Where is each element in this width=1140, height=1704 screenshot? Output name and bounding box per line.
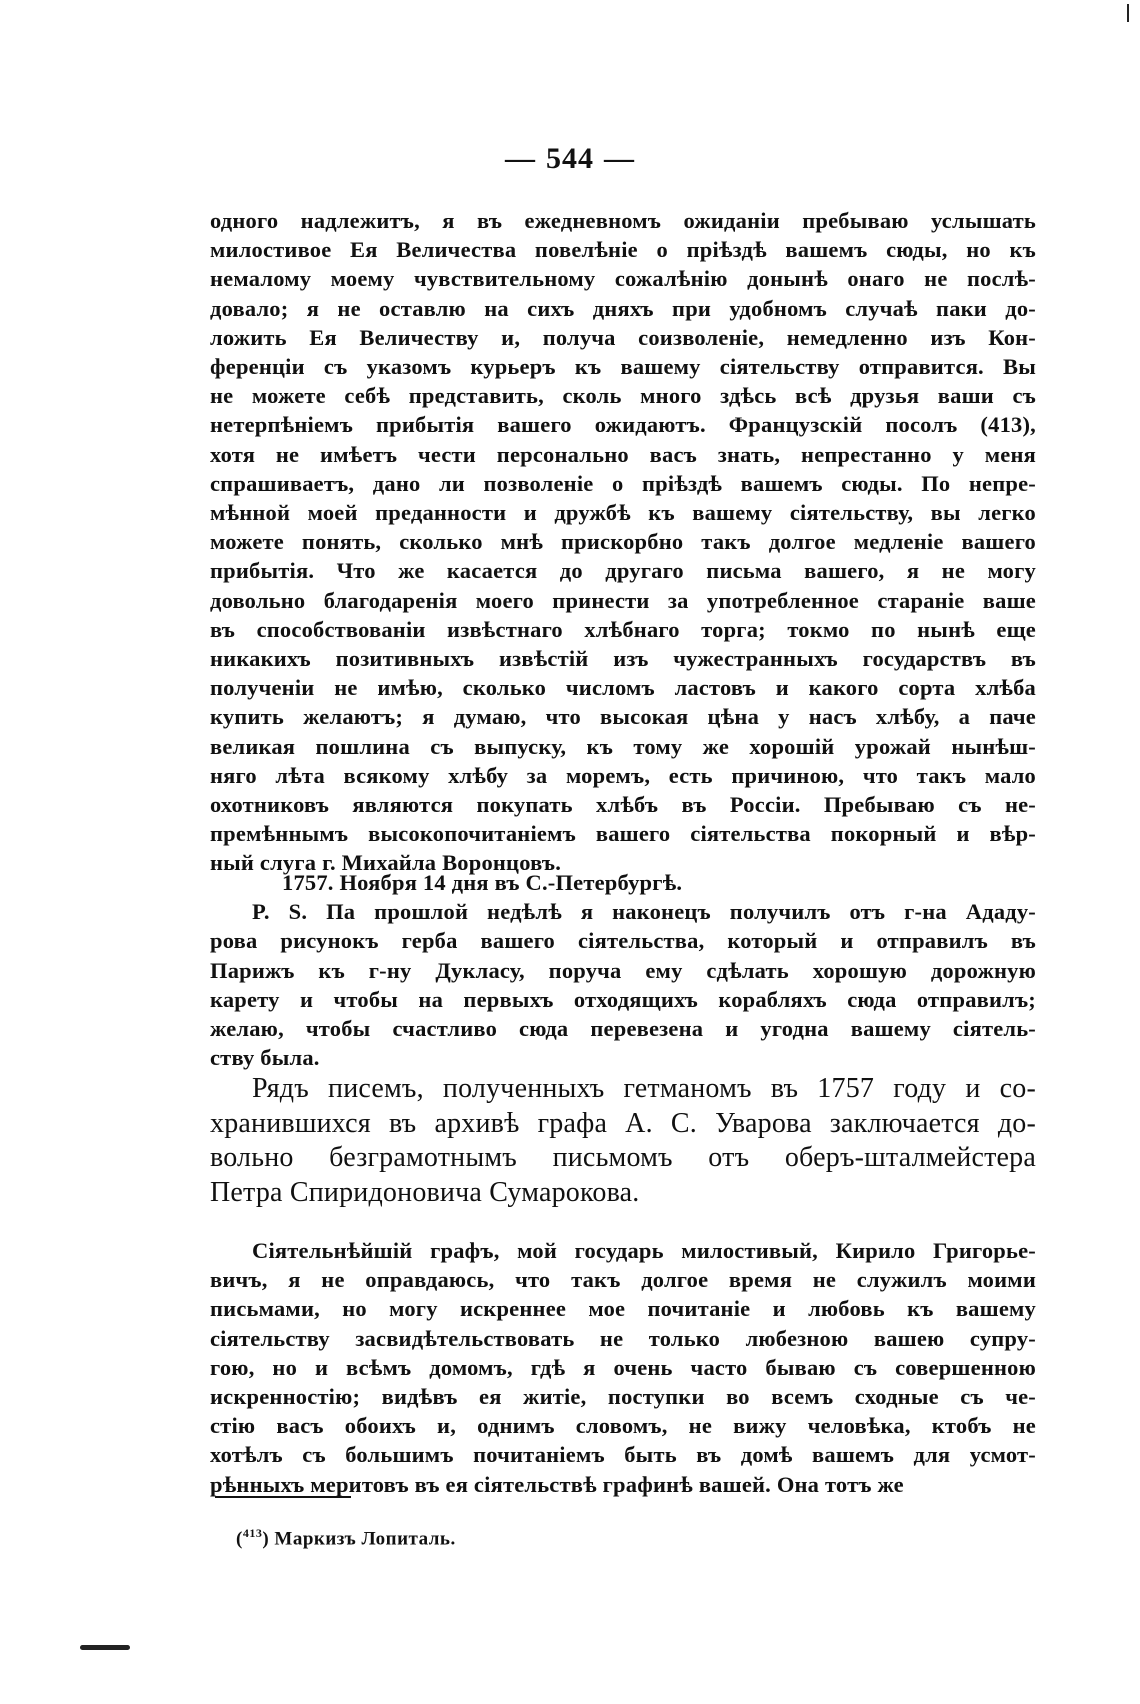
- footnote-divider: [215, 1496, 351, 1498]
- letter-line: никакихъ позитивныхъ извѣстій изъ чужестранныхъ государствъ въ: [210, 646, 1036, 672]
- page-number-value: 544: [546, 142, 594, 175]
- letter-line: ный слуга г. Михайла Воронцовъ.: [210, 850, 562, 876]
- second-letter-body: [210, 1236, 1036, 1499]
- letter-line: купить желаютъ; я думаю, что высокая цѣна у насъ хлѣбу, а паче: [210, 704, 1036, 730]
- letter-line: хотя не имѣетъ чести персонально васъ знать, непрестанно у меня: [210, 441, 1036, 467]
- narrative-line: Рядъ писемъ, полученныхъ гетманомъ въ 1757 году и со-: [252, 1073, 1036, 1104]
- second-letter-line: искренностію; видѣвъ ея житіе, поступки во всемъ сходные съ че-: [210, 1384, 1036, 1410]
- postscript-section: [210, 868, 1036, 1072]
- postscript-line: P. S. Па прошлой недѣлѣ я наконецъ получилъ отъ г-на Ададу-: [252, 899, 1036, 925]
- second-letter-line: письмами, но могу искреннее мое почитаніе и любовь къ вашему: [210, 1296, 1036, 1322]
- narrative-paragraph: [210, 1072, 1036, 1210]
- second-letter-line: рѣнныхъ меритовъ въ ея сіятельствѣ графинѣ вашей. Она тотъ же: [210, 1471, 904, 1497]
- page-number-dash-left: —: [505, 142, 536, 175]
- letter-line: милостивое Ея Величества повелѣніе о пріѣздѣ вашемъ сюды, но къ: [210, 237, 1036, 263]
- page-number: [0, 142, 1140, 176]
- letter-line: няго лѣта всякому хлѣбу за моремъ, есть причиною, что такъ мало: [210, 762, 1036, 788]
- letter-line: нетерпѣніемъ прибытія вашего ожидаютъ. Французскій посолъ (413),: [210, 412, 1036, 438]
- postscript-line: Парижъ къ г-ну Дукласу, поруча ему сдѣлать хорошую дорожную: [210, 957, 1036, 983]
- narrative-line: хранившихся въ архивѣ графа А. С. Уварова заключается до-: [210, 1107, 1036, 1139]
- narrative-line: вольно безграмотнымъ письмомъ отъ оберъ-шталмейстера: [210, 1142, 1036, 1173]
- scan-artifact-smudge: [80, 1645, 130, 1650]
- letter-body: [210, 206, 1036, 878]
- letter-line: не можете себѣ представить, сколь много здѣсь всѣ друзья ваши съ: [210, 383, 1036, 409]
- footnote: ($^{413}$) Маркизъ Лопиталь.: [236, 1526, 456, 1550]
- postscript-line: ству была.: [210, 1045, 320, 1071]
- letter-line: довало; я не оставлю на сихъ дняхъ при удобномъ случаѣ паки до-: [210, 295, 1036, 321]
- postscript-line: карету и чтобы на первыхъ отходящихъ корабляхъ сюда отправилъ;: [210, 986, 1036, 1012]
- letter-line: довольно благодаренія моего принести за употребленное стараніе ваше: [210, 587, 1036, 613]
- footnote-marker: 413: [242, 1526, 263, 1540]
- letter-date-line: 1757. Ноября 14 дня въ С.-Петербургѣ.: [282, 870, 683, 895]
- letter-line: немалому моему чувствительному сожалѣнію донынѣ онаго не послѣ-: [210, 266, 1036, 292]
- second-letter-line: хотѣлъ съ большимъ почитаніемъ быть въ домѣ вашемъ для усмот-: [210, 1442, 1036, 1468]
- second-letter-line: гою, но и всѣмъ домомъ, гдѣ я очень часто бываю съ совершенною: [210, 1354, 1036, 1380]
- letter-line: можете понять, сколько мнѣ прискорбно такъ долгое медленіе вашего: [210, 529, 1036, 555]
- page-number-dash-right: —: [604, 142, 635, 175]
- letter-line: мѣнной моей преданности и дружбѣ къ вашему сіятельству, вы легко: [210, 500, 1036, 526]
- letter-line: спрашиваетъ, дано ли позволеніе о пріѣздѣ вашемъ сюды. По непре-: [210, 470, 1036, 496]
- letter-line: ференціи съ указомъ курьеръ къ вашему сіятельству отправится. Вы: [210, 354, 1036, 380]
- letter-line: охотниковъ являются покупать хлѣбъ въ Россіи. Пребываю съ не-: [210, 792, 1036, 818]
- second-letter-line: стію васъ обоихъ и, однимъ словомъ, не вижу человѣка, ктобъ не: [210, 1413, 1036, 1439]
- letter-line: одного надлежитъ, я въ ежедневномъ ожиданіи пребываю услышать: [210, 208, 1036, 233]
- footnote-text: Маркизъ Лопиталь.: [274, 1528, 456, 1550]
- letter-line: полученіи не имѣю, сколько числомъ ластовъ и какого сорта хлѣба: [210, 675, 1036, 701]
- postscript-line: желаю, чтобы счастливо сюда перевезена и угодна вашему сіятель-: [210, 1016, 1036, 1042]
- narrative-line: Петра Спиридоновича Сумарокова.: [210, 1176, 640, 1208]
- letter-line: премѣннымъ высокопочитаніемъ вашего сіятельства покорный и вѣр-: [210, 821, 1036, 847]
- letter-line: ложить Ея Величеству и, получа соизволеніе, немедленно изъ Кон-: [210, 324, 1036, 350]
- second-letter-line: сіятельству засвидѣтельствовать не только любезною вашею супру-: [210, 1325, 1036, 1351]
- postscript-body: [210, 897, 1036, 1072]
- second-letter-line: Сіятельнѣйшій графъ, мой государь милостивый, Кирило Григорье-: [252, 1238, 1036, 1263]
- postscript-line: рова рисунокъ герба вашего сіятельства, который и отправилъ въ: [210, 928, 1036, 954]
- letter-line: прибытія. Что же касается до другаго письма вашего, я не могу: [210, 558, 1036, 584]
- letter-line: въ способствованіи извѣстнаго хлѣбнаго торга; токмо по нынѣ еще: [210, 616, 1036, 642]
- scan-artifact-mark: [1127, 4, 1129, 22]
- letter-line: великая пошлина съ выпуску, къ тому же хорошій урожай нынѣш-: [210, 733, 1036, 759]
- second-letter-line: вичъ, я не оправдаюсь, что такъ долгое время не служилъ моими: [210, 1267, 1036, 1293]
